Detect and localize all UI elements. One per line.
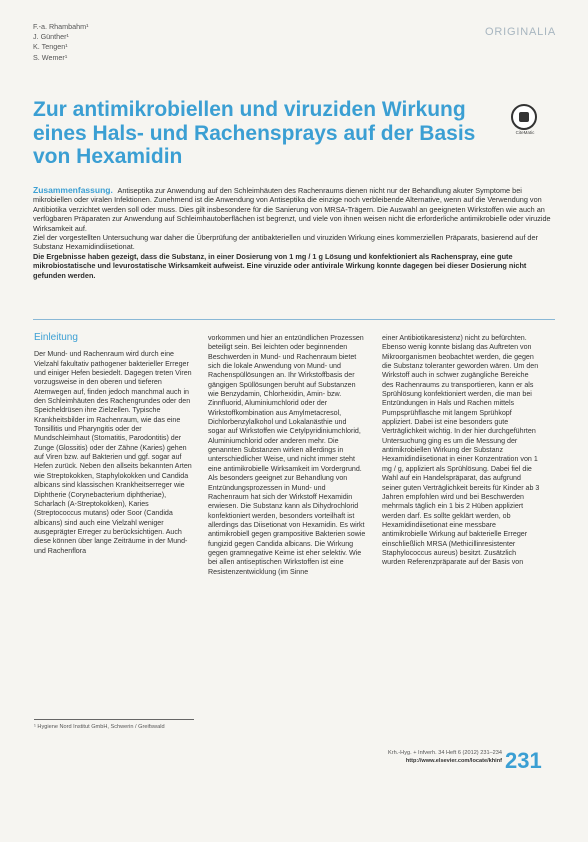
author-3: K. Tengen¹ [33, 42, 68, 52]
journal-url-link[interactable]: http://www.elsevier.com/locate/khinf [405, 757, 502, 764]
abstract [33, 186, 553, 280]
journal-info [350, 750, 502, 765]
affiliation-footnote: ¹ Hygiene Nord Institut GmbH, Schwerin / Greifswald [34, 724, 165, 730]
abstract-intro: Antiseptika zur Anwendung auf den Schleimhäuten des Rachenraums dienen nicht nur der Behandlung akuter Symptome bei mikrobiellen oder viralen Infektionen. Zunehmend ist die Anwendung von Antiseptika die einzige noch verbleibende Alternative, wenn auf die Verwendung von Antibiotika verzichtet werden soll oder muss. Dies gilt insbesondere für die Sanierung von MRSA-Trägern. Die Auswahl an geeigneten Wirkstoffen wie auch an verfügbaren Präparaten zur Anwendung auf Schleimhautoberflächen ist begrenzt, und viele von ihnen weisen nicht die erforderliche antimikrobielle oder viruzide Wirksamkeit auf. [33, 186, 551, 233]
body-column-3 [382, 334, 540, 568]
abstract-heading: Zusammenfassung. [33, 185, 113, 195]
badge-caption: CiteMatic [515, 130, 535, 135]
abstract-goal: Ziel der vorgestellten Untersuchung war daher die Überprüfung der antibakteriellen und viruziden Wirkung eines kommerziellen Präparats, basierend auf der Substanz Hexamidindiisetionat. [33, 233, 538, 252]
body-text-col1: Der Mund- und Rachenraum wird durch eine Vielzahl fakultativ pathogener bakterieller Erreger und einiger Hefen besiedelt. Dagegen treten Viren vorzugsweise in den oberen und tieferen Atemwegen auf, finden jedoch manchmal auch in den Schleimhäuten des Rachengrundes oder den Speicheldrüsen ihre Zielzellen. Typische Krankheitsbilder im Rachenraum, wie das eine Tonsillitis und Pharyngitis oder der Mundschleimhaut (Stomatitis, Parodontitis) der Zunge (Glossitis) oder der Zähne (Karies) gehen auf Viren bzw. auf Bakterien und ggf. sogar auf Hefen zurück. Neben den allseits bekannten Arten wie Streptokokken, Staphylokokken und Candida albicans sind klassischen Krankheitserreger wie Diphtherie (Corynebacterium diphtheriae), Scharlach (A-Streptokokken), Karies (Streptococcus mutans) oder Soor (Candida albicans) sind auch eine Vielzahl weniger ausgeprägter Erreger zu berücksichtigen. Auch diese können über lange Zeiträume in der Mund- und Rachenflora [34, 350, 192, 555]
author-1: F.-a. Rhambahm¹ [33, 22, 89, 31]
footnote-divider [34, 719, 194, 720]
author-2: J. Günther¹ [33, 32, 69, 42]
page-number: 231 [505, 748, 542, 773]
abstract-results: Die Ergebnisse haben gezeigt, dass die Substanz, in einer Dosierung von 1 mg / 1 g Lösung und konfektioniert als Rachenspray, eine gute mikrobiostatische und levurostatische Wirksamkeit aufweist. Eine viruzide oder antivirale Wirkung konnte dagegen bei dieser Dosierung nicht gefunden werden. [33, 251, 527, 280]
citation-badge-icon [511, 104, 537, 130]
intro-heading: Einleitung [34, 332, 78, 343]
badge-mark-icon [519, 112, 529, 122]
body-text-col3: einer Antibiotikaresistenz) nicht zu befürchten. Ebenso wenig konnte bislang das Auftreten von Mikroorganismen beobachtet werden, die gegen die Substanz toleranter geworden wären. Um den Wirkstoff auch in schwer zugängliche Bereiche des Rachenraums zu transportieren, kann er als Sprühlösung konfektioniert werden, die man bei Entzündungen in Hals und Rachen mittels Pumpsprühflasche mit langem Sprühkopf appliziert. Dabei ist eine besonders gute Verträglichkeit wichtig. In der hier durchgeführten Untersuchung ging es um die Messung der antimikrobiellen Wirkung der Substanz Hexamidindiisetionat in einer Konzentration von 1 mg / g, appliziert als Sprühlösung. Dabei fiel die Wahl auf ein Handelspräparat, das aufgrund seiner guten Verträglichkeit bereits für Kinder ab 3 Jahren empfohlen wird und bei Beschwerden mehrmals täglich ein 1 bis 2 Hüben appliziert werden darf. Es sollte geklärt werden, ob Hexamidindiisetionat eine messbare antimikrobielle Wirkung auf bakterielle Erreger einschließlich MRSA (Methicillinresistenter Staphylococcus aureus) besitzt. Zusätzlich wurden Referenzpräparate auf der Basis von [382, 334, 540, 567]
body-column-1 [34, 333, 192, 556]
author-list [33, 22, 89, 63]
section-label: ORIGINALIA [485, 26, 556, 38]
journal-citation: Krh.-Hyg. + Infverh. 34 Heft 6 (2012) 231–234 [388, 750, 502, 756]
author-4: S. Wemer¹ [33, 52, 68, 62]
body-text-col2: vorkommen und hier an entzündlichen Prozessen beteiligt sein. Bei leichten oder beginnenden Beschwerden in Mund- und Rachenraum bietet sich die lokale Anwendung von Mund- und Rachenspüllösungen an. Ihr Wirkstoffbasis der gängigen Spüllösungen beruht auf Substanzen wie Benzydamin, Chlorhexidin, Amin- bzw. Zinnfluorid, Aluminiumchlorid oder der Wirkstoffkombination aus Amylmetacresol, Dichlorbenzylalkohol und Lokalanästhie und sogar auf Wirkstoffen wie Cetylpyridiniumchlorid, Aluminiumchlorid oder anderen mehr. Die genannten Substanzen wirken allerdings in unterschiedlicher Weise, und nicht immer steht eine antimikrobielle Wirksamkeit im Vordergrund. Als besonders geeignet zur Behandlung von Entzündungsprozessen in Mund- und Rachenraum hat sich der Wirkstoff Hexamidin erwiesen. Die Substanz kann als Dihydrochlorid konfektioniert werden, besonders vorteilhaft ist allerdings das Diisetionat von Hexamidin. Es wirkt antimikrobiell gegen grampositive Bakterien sowie fungizid gegen Candida albicans. Die Wirkung gegen gramnegative Keime ist eher selektiv. Wie bei allen antiseptischen Wirkstoffen ist eine Resistenzentwicklung (im Sinne [208, 334, 366, 576]
body-column-2 [208, 334, 366, 577]
section-divider [33, 319, 555, 320]
article-title: Zur antimikrobiellen und viruziden Wirkung eines Hals- und Rachensprays auf der Basis von Hexamidin [33, 98, 476, 168]
